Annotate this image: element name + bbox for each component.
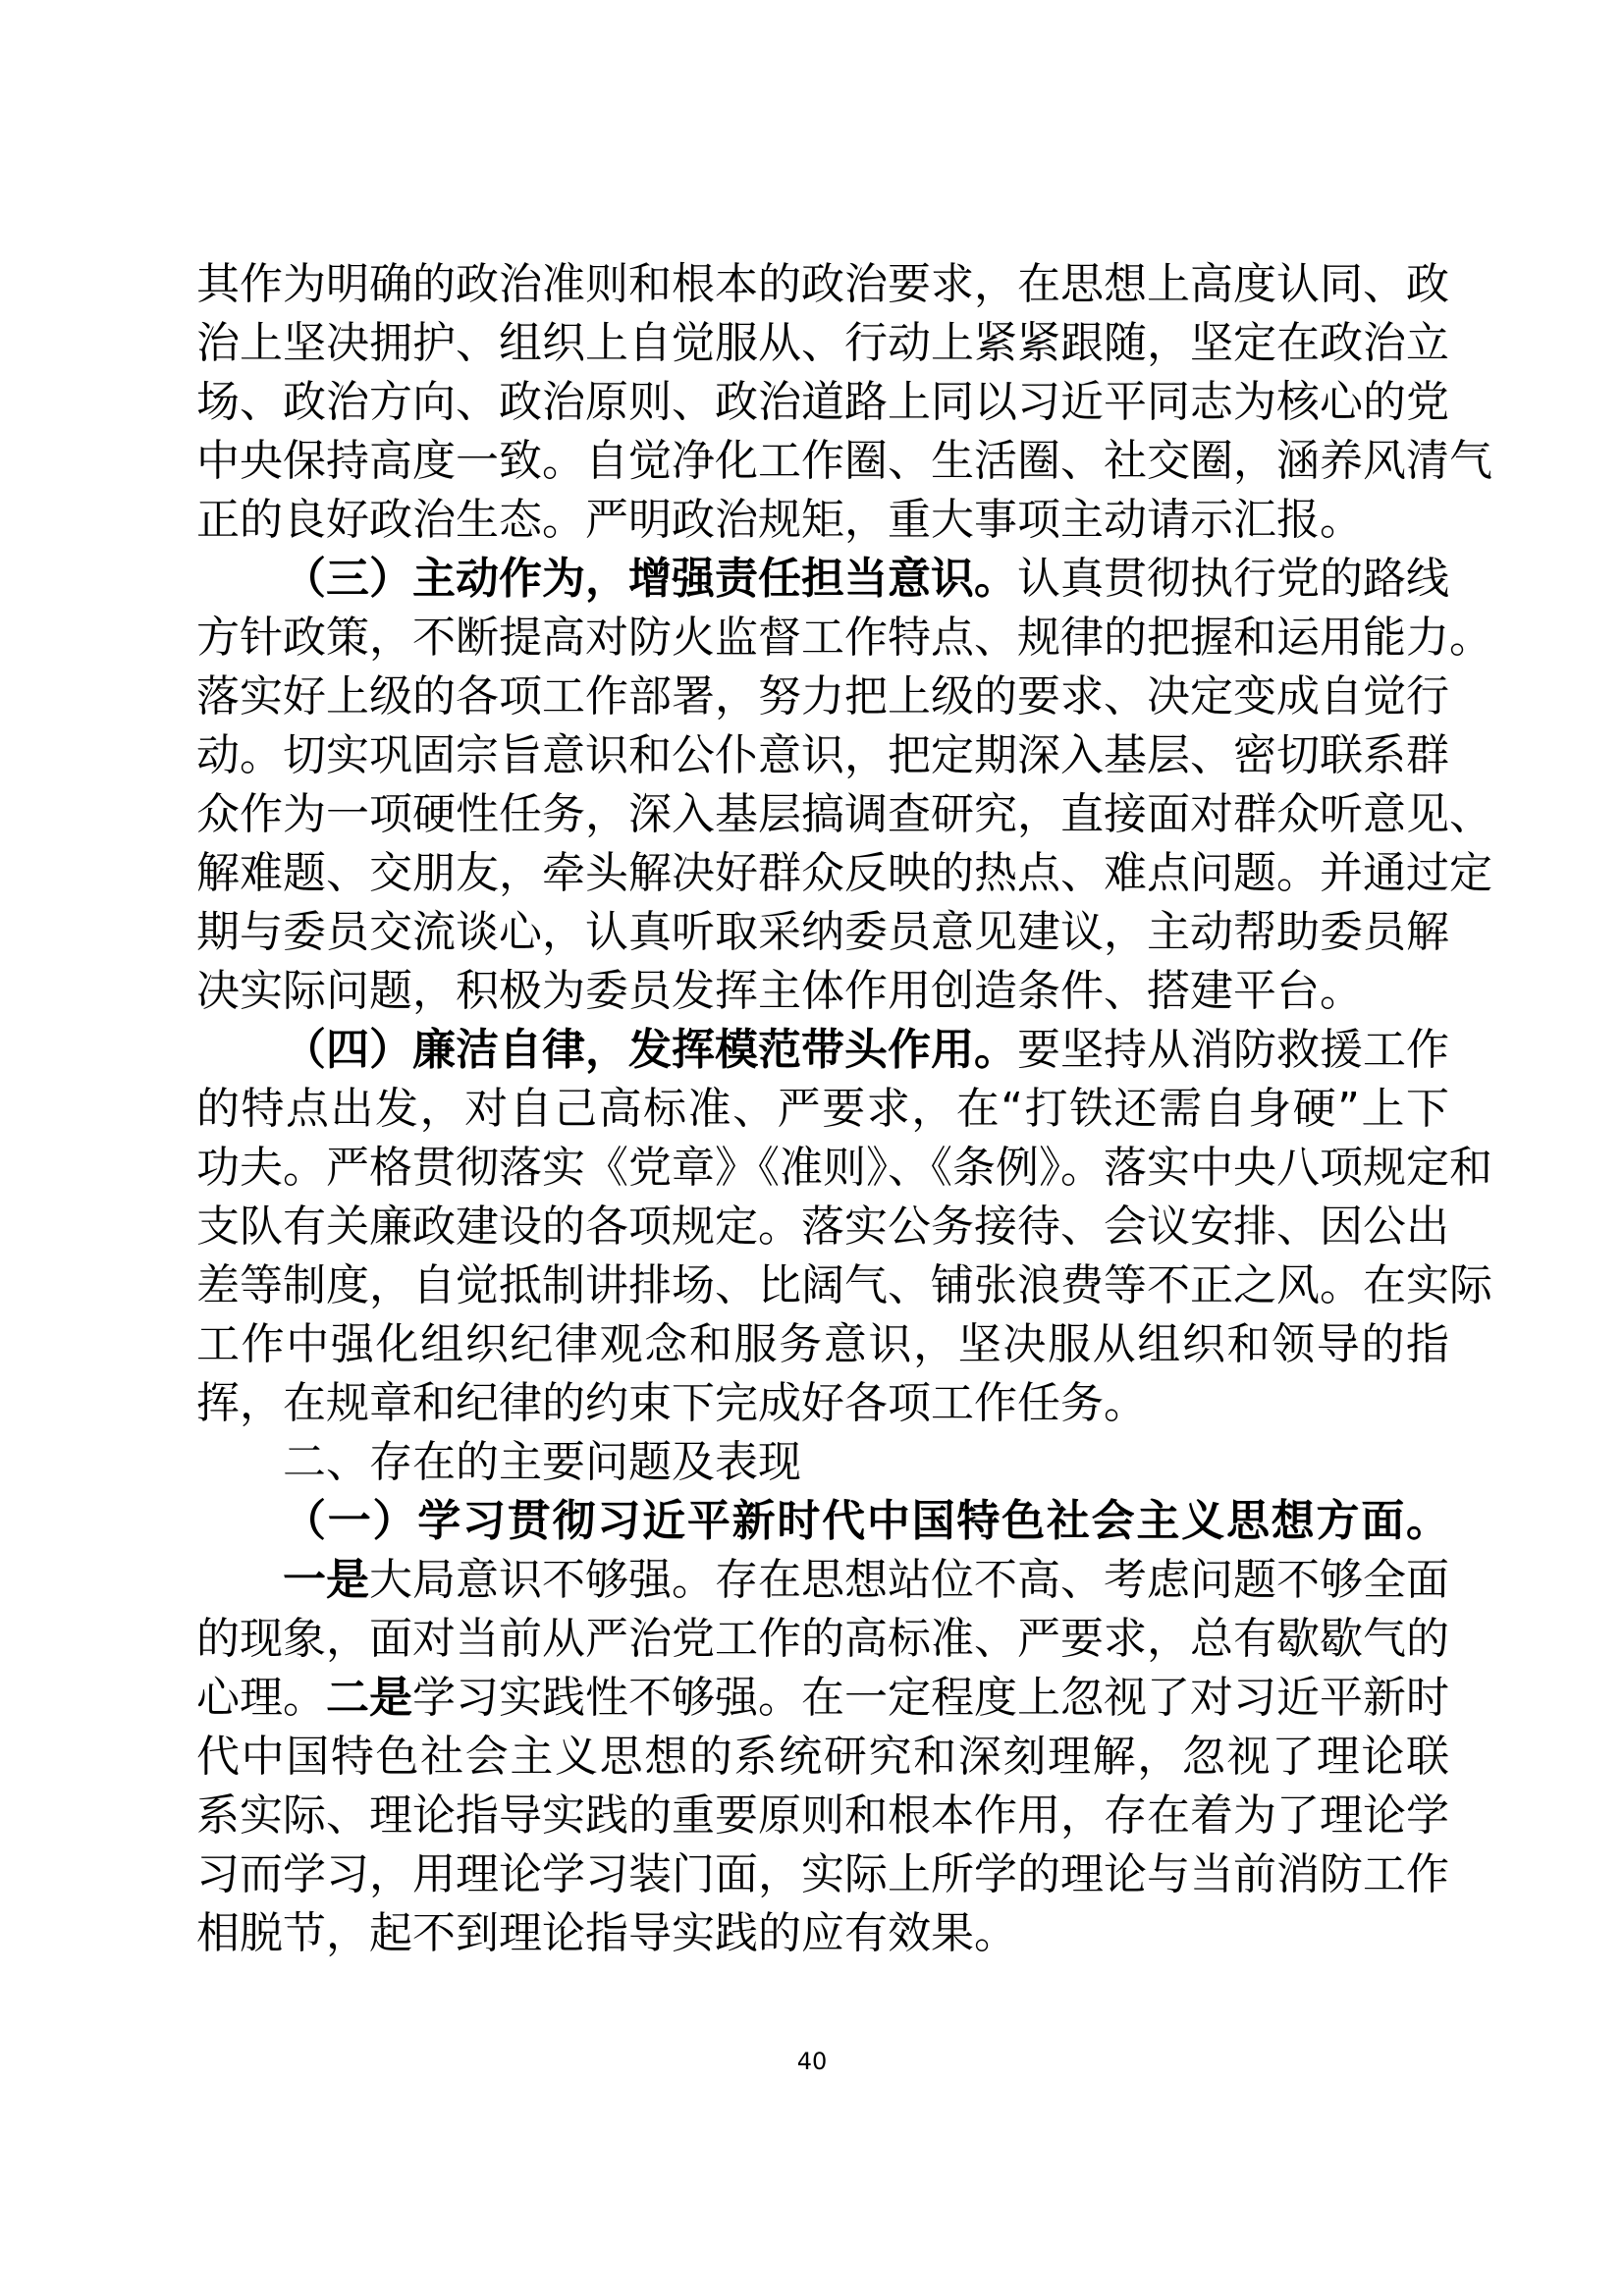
paragraph-text: 中央保持高度一致。自觉净化工作圈、生活圈、社交圈，涵养风清气: [196, 436, 1492, 486]
text-line: [196, 1374, 1449, 1433]
text-line: [196, 667, 1449, 726]
text-line: [196, 432, 1492, 491]
text-line: [196, 255, 1449, 314]
paragraph-text: 的特点出发，对自己高标准、严要求，在“打铁还需自身硬”上下: [196, 1084, 1449, 1134]
paragraph-text: 决实际问题，积极为委员发挥主体作用创造条件、搭建平台。: [196, 966, 1363, 1016]
bold-heading-text: 二是: [326, 1673, 412, 1723]
text-line: [196, 844, 1492, 903]
page-number: 40: [796, 2048, 828, 2075]
paragraph-text: 挥，在规章和纪律的约束下完成好各项工作任务。: [196, 1378, 1147, 1428]
paragraph-text: 二、存在的主要问题及表现: [283, 1437, 801, 1487]
text-line: [196, 1551, 1449, 1610]
text-line: [196, 726, 1449, 785]
text-line: [196, 491, 1449, 550]
text-line: [196, 1433, 1449, 1492]
text-line: [196, 1669, 1449, 1728]
bold-heading-text: （三）主动作为，增强责任担当意识。: [283, 554, 1017, 604]
paragraph-text: 期与委员交流谈心，认真听取采纳委员意见建议，主动帮助委员解: [196, 907, 1449, 957]
text-line: [196, 785, 1492, 844]
paragraph-text: 治上坚决拥护、组织上自觉服从、行动上紧紧跟随，坚定在政治立: [196, 318, 1449, 368]
text-line: [196, 1787, 1449, 1845]
paragraph-text: 习而学习，用理论学习装门面，实际上所学的理论与当前消防工作: [196, 1849, 1449, 1899]
paragraph-text: 学习实践性不够强。在一定程度上忽视了对习近平新时: [412, 1673, 1449, 1723]
text-line: [196, 1315, 1449, 1374]
text-line: [196, 1139, 1492, 1198]
text-line: [196, 609, 1492, 667]
text-line: [196, 1021, 1449, 1080]
text-line: [196, 314, 1449, 373]
text-line: [196, 1080, 1449, 1139]
paragraph-text: 相脱节，起不到理论指导实践的应有效果。: [196, 1908, 1017, 1958]
text-line: [196, 1198, 1449, 1256]
paragraph-text: 解难题、交朋友，牵头解决好群众反映的热点、难点问题。并通过定: [196, 848, 1492, 898]
text-line: [196, 1845, 1449, 1904]
paragraph-text: 工作中强化组织纪律观念和服务意识，坚决服从组织和领导的指: [196, 1319, 1449, 1369]
bold-heading-text: （四）廉洁自律，发挥模范带头作用。: [283, 1025, 1017, 1075]
paragraph-text: 差等制度，自觉抵制讲排场、比阔气、铺张浪费等不正之风。在实际: [196, 1260, 1492, 1310]
paragraph-text: 功夫。严格贯彻落实《党章》《准则》、《条例》。落实中央八项规定和: [196, 1143, 1492, 1193]
paragraph-text: 方针政策，不断提高对防火监督工作特点、规律的把握和运用能力。: [196, 613, 1492, 663]
paragraph-text: 众作为一项硬性任务，深入基层搞调查研究，直接面对群众听意见、: [196, 789, 1492, 839]
paragraph-text: 支队有关廉政建设的各项规定。落实公务接待、会议安排、因公出: [196, 1201, 1449, 1252]
bold-heading-text: 一是: [283, 1555, 369, 1605]
paragraph-text: 心理。: [196, 1673, 326, 1723]
text-line: [196, 1728, 1449, 1787]
text-line: [196, 903, 1449, 962]
paragraph-text: 的现象，面对当前从严治党工作的高标准、严要求，总有歇歇气的: [196, 1614, 1449, 1664]
body-text: [196, 255, 1492, 1963]
paragraph-text: 系实际、理论指导实践的重要原则和根本作用，存在着为了理论学: [196, 1790, 1449, 1841]
paragraph-text: 认真贯彻执行党的路线: [1017, 554, 1449, 604]
bold-heading-text: （一）学习贯彻习近平新时代中国特色社会主义思想方面。: [283, 1496, 1449, 1546]
paragraph-text: 场、政治方向、政治原则、政治道路上同以习近平同志为核心的党: [196, 377, 1449, 427]
paragraph-text: 正的良好政治生态。严明政治规矩，重大事项主动请示汇报。: [196, 495, 1363, 545]
paragraph-text: 落实好上级的各项工作部署，努力把上级的要求、决定变成自觉行: [196, 671, 1449, 721]
paragraph-text: 要坚持从消防救援工作: [1017, 1025, 1449, 1075]
text-line: [196, 1904, 1449, 1963]
paragraph-text: 其作为明确的政治准则和根本的政治要求，在思想上高度认同、政: [196, 259, 1449, 309]
text-line: [196, 1610, 1449, 1669]
text-line: [196, 1256, 1492, 1315]
paragraph-text: 大局意识不够强。存在思想站位不高、考虑问题不够全面: [369, 1555, 1449, 1605]
text-line: [196, 962, 1449, 1021]
text-line: [196, 373, 1449, 432]
paragraph-text: 动。切实巩固宗旨意识和公仆意识，把定期深入基层、密切联系群: [196, 730, 1449, 780]
text-line: [196, 1492, 1449, 1551]
text-line: [196, 550, 1449, 609]
paragraph-text: 代中国特色社会主义思想的系统研究和深刻理解，忽视了理论联: [196, 1732, 1449, 1782]
